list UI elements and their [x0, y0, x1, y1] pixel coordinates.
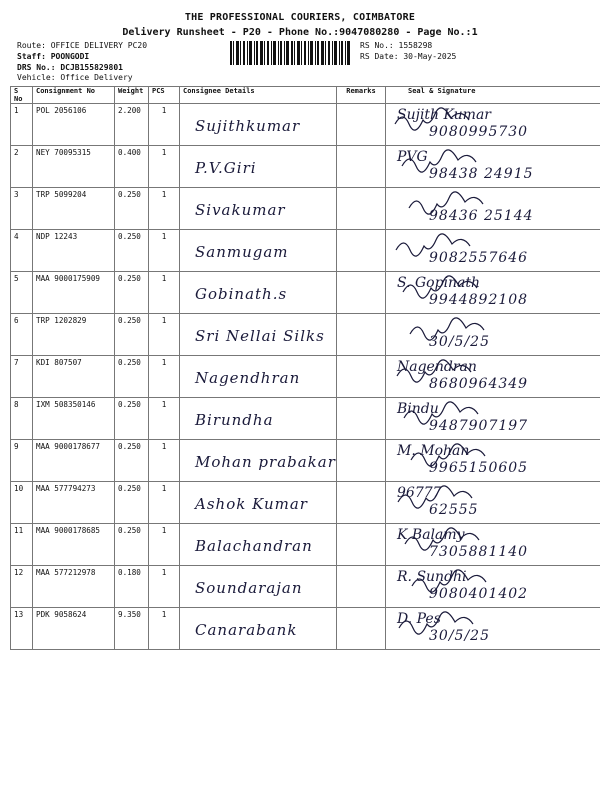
consignee-handwritten-name: Birundha	[195, 411, 274, 429]
row-weight: 0.250	[115, 440, 149, 482]
col-header-remarks: Remarks	[337, 87, 386, 104]
signature-name: Sujith Kumar	[397, 107, 492, 123]
row-signature-cell	[386, 608, 600, 650]
table-row	[11, 314, 600, 356]
row-consignment-no: MAA 9000175909	[33, 272, 115, 314]
signature-block	[389, 568, 600, 607]
row-consignment-no: TRP 1202829	[33, 314, 115, 356]
row-consignee-cell	[180, 272, 337, 314]
signature-phone: 7305881140	[429, 544, 529, 560]
row-weight: 0.250	[115, 188, 149, 230]
row-consignee-cell	[180, 398, 337, 440]
row-sno: 4	[11, 230, 33, 272]
row-pcs: 1	[149, 440, 180, 482]
table-row	[11, 104, 600, 146]
row-weight: 0.250	[115, 356, 149, 398]
signature-name: Nagendran	[397, 359, 477, 375]
consignee-handwritten-name: Sanmugam	[195, 243, 289, 261]
row-pcs: 1	[149, 188, 180, 230]
row-consignee-cell	[180, 104, 337, 146]
table-row	[11, 230, 600, 272]
row-sno: 6	[11, 314, 33, 356]
row-signature-cell	[386, 146, 600, 188]
signature-phone: 9965150605	[429, 460, 529, 476]
runsheet-table	[10, 86, 600, 650]
row-consignment-no: MAA 577794273	[33, 482, 115, 524]
row-consignee-cell	[180, 608, 337, 650]
row-remarks	[337, 356, 386, 398]
signature-block	[389, 610, 600, 649]
col-header-consignee: Consignee Details	[180, 87, 337, 104]
signature-block	[389, 148, 600, 187]
row-weight: 0.250	[115, 398, 149, 440]
row-pcs: 1	[149, 230, 180, 272]
col-header-weight: Weight	[115, 87, 149, 104]
signature-phone: 30/5/25	[429, 334, 490, 350]
table-row	[11, 356, 600, 398]
row-signature-cell	[386, 356, 600, 398]
consignee-handwritten-name: Canarabank	[195, 621, 298, 639]
col-header-sno: S No	[11, 87, 33, 104]
rs-date-field: RS Date: 30-May-2025	[360, 52, 457, 61]
row-consignment-no: NDP 12243	[33, 230, 115, 272]
signature-block	[389, 232, 600, 271]
signature-block	[389, 274, 600, 313]
consignee-handwritten-name: Gobinath.s	[195, 285, 288, 303]
signature-phone: 98438 24915	[429, 166, 534, 182]
row-pcs: 1	[149, 104, 180, 146]
row-weight: 0.250	[115, 272, 149, 314]
row-remarks	[337, 314, 386, 356]
signature-block	[389, 358, 600, 397]
row-pcs: 1	[149, 272, 180, 314]
col-header-consignment: Consignment No	[33, 87, 115, 104]
row-remarks	[337, 272, 386, 314]
row-weight: 0.250	[115, 314, 149, 356]
row-consignee-cell	[180, 482, 337, 524]
document-title: THE PROFESSIONAL COURIERS, COIMBATORE	[184, 12, 416, 23]
consignee-handwritten-name: Mohan prabakar	[195, 453, 336, 471]
consignee-handwritten-name: Soundarajan	[195, 579, 303, 597]
signature-block	[389, 442, 600, 481]
row-consignment-no: NEY 70095315	[33, 146, 115, 188]
row-consignee-cell	[180, 440, 337, 482]
row-remarks	[337, 230, 386, 272]
signature-phone: 9080401402	[429, 586, 529, 602]
row-consignment-no: MAA 9000178685	[33, 524, 115, 566]
signature-block	[389, 190, 600, 229]
row-consignment-no: TRP 5099204	[33, 188, 115, 230]
row-sno: 1	[11, 104, 33, 146]
row-remarks	[337, 440, 386, 482]
consignee-handwritten-name: Ashok Kumar	[195, 495, 308, 513]
signature-phone: 9487907197	[429, 418, 529, 434]
row-consignment-no: IXM 508350146	[33, 398, 115, 440]
signature-name: PVG	[397, 149, 428, 165]
row-sno: 7	[11, 356, 33, 398]
row-weight: 0.400	[115, 146, 149, 188]
signature-block	[389, 106, 600, 145]
row-consignee-cell	[180, 566, 337, 608]
row-consignment-no: MAA 577212978	[33, 566, 115, 608]
table-row	[11, 608, 600, 650]
row-sno: 5	[11, 272, 33, 314]
row-remarks	[337, 146, 386, 188]
consignee-handwritten-name: Sivakumar	[195, 201, 286, 219]
signature-name: Bindu	[397, 401, 439, 417]
row-pcs: 1	[149, 146, 180, 188]
rs-number-field: RS No.: 1558298	[360, 41, 433, 50]
signature-name: D. Pes	[397, 611, 441, 627]
row-weight: 0.250	[115, 482, 149, 524]
row-weight: 0.250	[115, 524, 149, 566]
row-sno: 10	[11, 482, 33, 524]
consignee-handwritten-name: Nagendhran	[195, 369, 301, 387]
table-row	[11, 146, 600, 188]
row-remarks	[337, 398, 386, 440]
document-subtitle: Delivery Runsheet - P20 - Phone No.:9047080280 - Page No.:1	[122, 27, 478, 38]
signature-phone: 98436 25144	[429, 208, 534, 224]
row-remarks	[337, 482, 386, 524]
row-pcs: 1	[149, 314, 180, 356]
row-weight: 9.350	[115, 608, 149, 650]
row-consignment-no: POL 2056106	[33, 104, 115, 146]
consignee-handwritten-name: Balachandran	[195, 537, 313, 555]
row-remarks	[337, 188, 386, 230]
signature-block	[389, 484, 600, 523]
table-row	[11, 398, 600, 440]
row-pcs: 1	[149, 566, 180, 608]
row-signature-cell	[386, 272, 600, 314]
vehicle-field: Vehicle: Office Delivery	[17, 73, 133, 82]
row-consignee-cell	[180, 314, 337, 356]
barcode-image	[230, 41, 350, 65]
row-signature-cell	[386, 104, 600, 146]
drs-number-field: DRS No.: DCJB155829801	[17, 63, 123, 72]
signature-block	[389, 400, 600, 439]
row-signature-cell	[386, 314, 600, 356]
signature-phone: 62555	[429, 502, 479, 518]
table-row	[11, 272, 600, 314]
signature-phone: 8680964349	[429, 376, 529, 392]
row-consignee-cell	[180, 230, 337, 272]
row-signature-cell	[386, 188, 600, 230]
row-signature-cell	[386, 398, 600, 440]
row-signature-cell	[386, 230, 600, 272]
row-weight: 2.200	[115, 104, 149, 146]
row-pcs: 1	[149, 398, 180, 440]
row-weight: 0.250	[115, 230, 149, 272]
row-consignment-no: PDK 9058624	[33, 608, 115, 650]
row-signature-cell	[386, 482, 600, 524]
row-consignment-no: MAA 9000178677	[33, 440, 115, 482]
row-pcs: 1	[149, 524, 180, 566]
consignee-handwritten-name: P.V.Giri	[195, 159, 257, 177]
table-row	[11, 482, 600, 524]
row-consignee-cell	[180, 146, 337, 188]
row-signature-cell	[386, 566, 600, 608]
signature-phone: 30/5/25	[429, 628, 490, 644]
row-weight: 0.180	[115, 566, 149, 608]
row-pcs: 1	[149, 356, 180, 398]
row-pcs: 1	[149, 482, 180, 524]
table-row	[11, 524, 600, 566]
table-row	[11, 566, 600, 608]
signature-name: K Balamy	[397, 527, 465, 543]
row-consignee-cell	[180, 356, 337, 398]
row-consignment-no: KDI 807507	[33, 356, 115, 398]
row-sno: 13	[11, 608, 33, 650]
signature-phone: 9082557646	[429, 250, 529, 266]
signature-name: 96777	[397, 485, 442, 501]
row-sno: 8	[11, 398, 33, 440]
staff-field: Staff: POONGODI	[17, 52, 90, 61]
signature-name: R. Sundhi	[397, 569, 467, 585]
table-row	[11, 440, 600, 482]
signature-name: M. Mohan	[397, 443, 470, 459]
col-header-pcs: PCS	[149, 87, 180, 104]
row-sno: 3	[11, 188, 33, 230]
row-consignee-cell	[180, 188, 337, 230]
row-sno: 11	[11, 524, 33, 566]
row-remarks	[337, 524, 386, 566]
col-header-signature: Seal & Signature	[386, 87, 600, 104]
row-remarks	[337, 566, 386, 608]
row-sno: 12	[11, 566, 33, 608]
row-signature-cell	[386, 524, 600, 566]
row-sno: 9	[11, 440, 33, 482]
route-field: Route: OFFICE DELIVERY PC20	[17, 41, 148, 50]
row-remarks	[337, 104, 386, 146]
signature-phone: 9944892108	[429, 292, 529, 308]
signature-phone: 9080995730	[429, 124, 529, 140]
table-header-row	[11, 87, 600, 104]
row-signature-cell	[386, 440, 600, 482]
row-pcs: 1	[149, 608, 180, 650]
signature-block	[389, 526, 600, 565]
consignee-handwritten-name: Sujithkumar	[195, 117, 301, 135]
signature-name: S. Gopinath	[397, 275, 481, 291]
row-remarks	[337, 608, 386, 650]
row-consignee-cell	[180, 524, 337, 566]
signature-block	[389, 316, 600, 355]
row-sno: 2	[11, 146, 33, 188]
table-row	[11, 188, 600, 230]
consignee-handwritten-name: Sri Nellai Silks	[195, 327, 325, 345]
